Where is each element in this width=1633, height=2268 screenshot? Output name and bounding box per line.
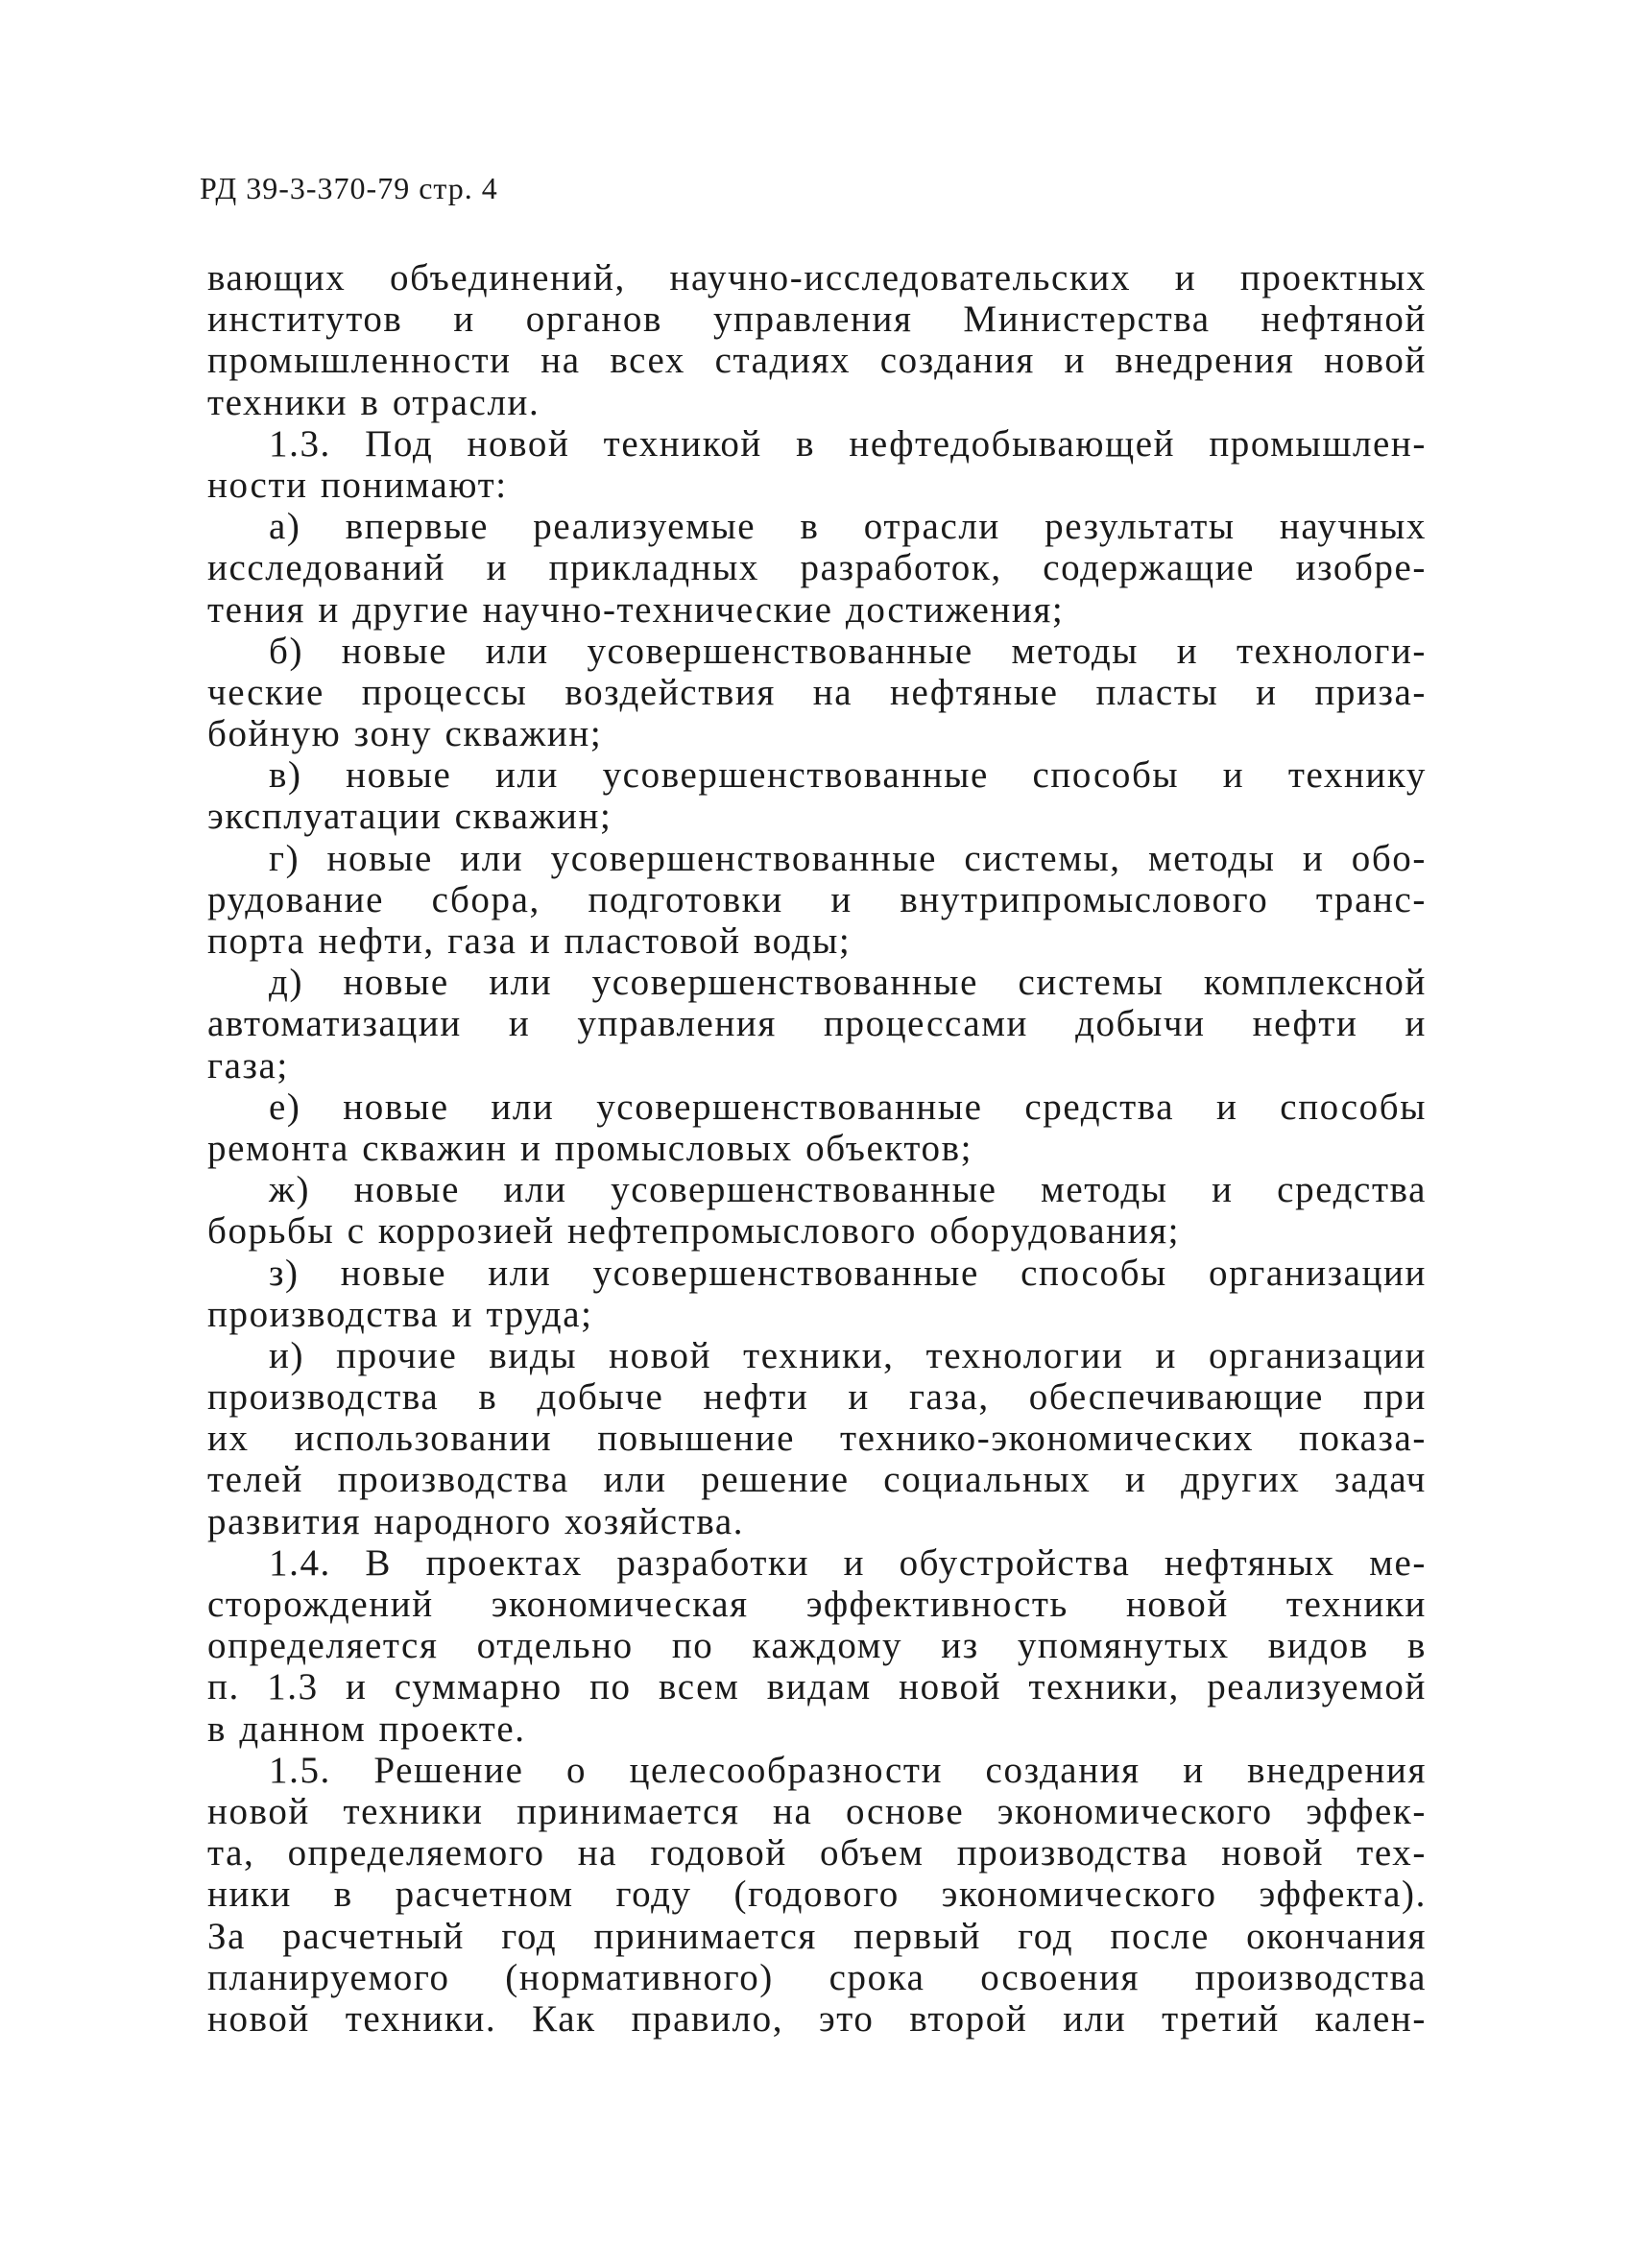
text-line: новой техники. Как правило, это второй или третий кален- xyxy=(207,1997,1427,2040)
text-line: ческие процессы воздействия на нефтяные пласты и приза- xyxy=(207,671,1427,713)
text-line: промышленности на всех стадиях создания и внедрения новой xyxy=(207,340,1427,382)
text-line: борьбы с коррозией нефтепромыслового оборудования; xyxy=(207,1210,1181,1253)
text-line: и) прочие виды новой техники, технологии и организации xyxy=(269,1334,1427,1376)
text-line: 1.3. Под новой техникой в нефтедобывающей промышлен- xyxy=(269,422,1427,465)
text-line: ж) новые или усовершенствованные методы и средства xyxy=(269,1169,1427,1211)
text-line: их использовании повышение технико-экономических показа- xyxy=(207,1418,1427,1460)
text-line: з) новые или усовершенствованные способы организации xyxy=(269,1252,1427,1294)
page-number: стр. 4 xyxy=(419,171,498,205)
text-line: г) новые или усовершенствованные системы, методы и обо- xyxy=(269,837,1427,879)
text-line: 1.4. В проектах разработки и обустройства нефтяных ме- xyxy=(269,1541,1427,1584)
text-line: в) новые или усовершенствованные способы и технику xyxy=(269,754,1427,797)
text-line: е) новые или усовершенствованные средства и способы xyxy=(269,1086,1427,1128)
text-line: ности понимают: xyxy=(207,464,508,506)
text-line: 1.5. Решение о целесообразности создания и внедрения xyxy=(269,1749,1427,1791)
text-line: определяется отдельно по каждому из упомянутых видов в xyxy=(207,1625,1427,1667)
text-line: д) новые или усовершенствованные системы комплексной xyxy=(269,962,1427,1004)
text-line: производства и труда; xyxy=(207,1293,593,1335)
text-line: развития народного хозяйства. xyxy=(207,1500,745,1542)
text-line: газа; xyxy=(207,1044,289,1086)
text-line: п. 1.3 и суммарно по всем видам новой техники, реализуемой xyxy=(207,1666,1427,1708)
page-header xyxy=(200,171,498,206)
text-line: институтов и органов управления Министерства нефтяной xyxy=(207,298,1427,341)
text-line: планируемого (нормативного) срока освоения производства xyxy=(207,1956,1427,1998)
text-line: та, определяемого на годовой объем производства новой тех- xyxy=(207,1832,1427,1874)
text-line: автоматизации и управления процессами добычи нефти и xyxy=(207,1003,1427,1045)
text-line: а) впервые реализуемые в отрасли результаты научных xyxy=(269,506,1427,548)
text-line: рудование сбора, подготовки и внутрипромыслового транс- xyxy=(207,878,1427,920)
text-line: б) новые или усовершенствованные методы и технологи- xyxy=(269,630,1427,672)
text-line: исследований и прикладных разработок, содержащие изобре- xyxy=(207,547,1427,589)
text-line: тения и другие научно-технические достижения; xyxy=(207,588,1065,631)
text-line: производства в добыче нефти и газа, обеспечивающие при xyxy=(207,1376,1427,1419)
text-line: вающих объединений, научно-исследовательских и проектных xyxy=(207,257,1427,298)
text-line: новой техники принимается на основе экономического эффек- xyxy=(207,1790,1427,1832)
document-body xyxy=(207,257,1427,2040)
text-line: ремонта скважин и промысловых объектов; xyxy=(207,1127,973,1169)
text-line: в данном проекте. xyxy=(207,1707,526,1750)
document-code: РД 39-3-370-79 xyxy=(200,171,411,205)
text-line: эксплуатации скважин; xyxy=(207,796,612,838)
text-line: бойную зону скважин; xyxy=(207,713,603,755)
text-line: сторождений экономическая эффективность новой техники xyxy=(207,1584,1427,1625)
text-line: порта нефти, газа и пластовой воды; xyxy=(207,920,852,962)
text-line: техники в отрасли. xyxy=(207,381,540,423)
text-line: ники в расчетном году (годового экономического эффекта). xyxy=(207,1874,1427,1916)
text-line: телей производства или решение социальных и других задач xyxy=(207,1459,1427,1501)
text-line: За расчетный год принимается первый год после окончания xyxy=(207,1915,1427,1957)
